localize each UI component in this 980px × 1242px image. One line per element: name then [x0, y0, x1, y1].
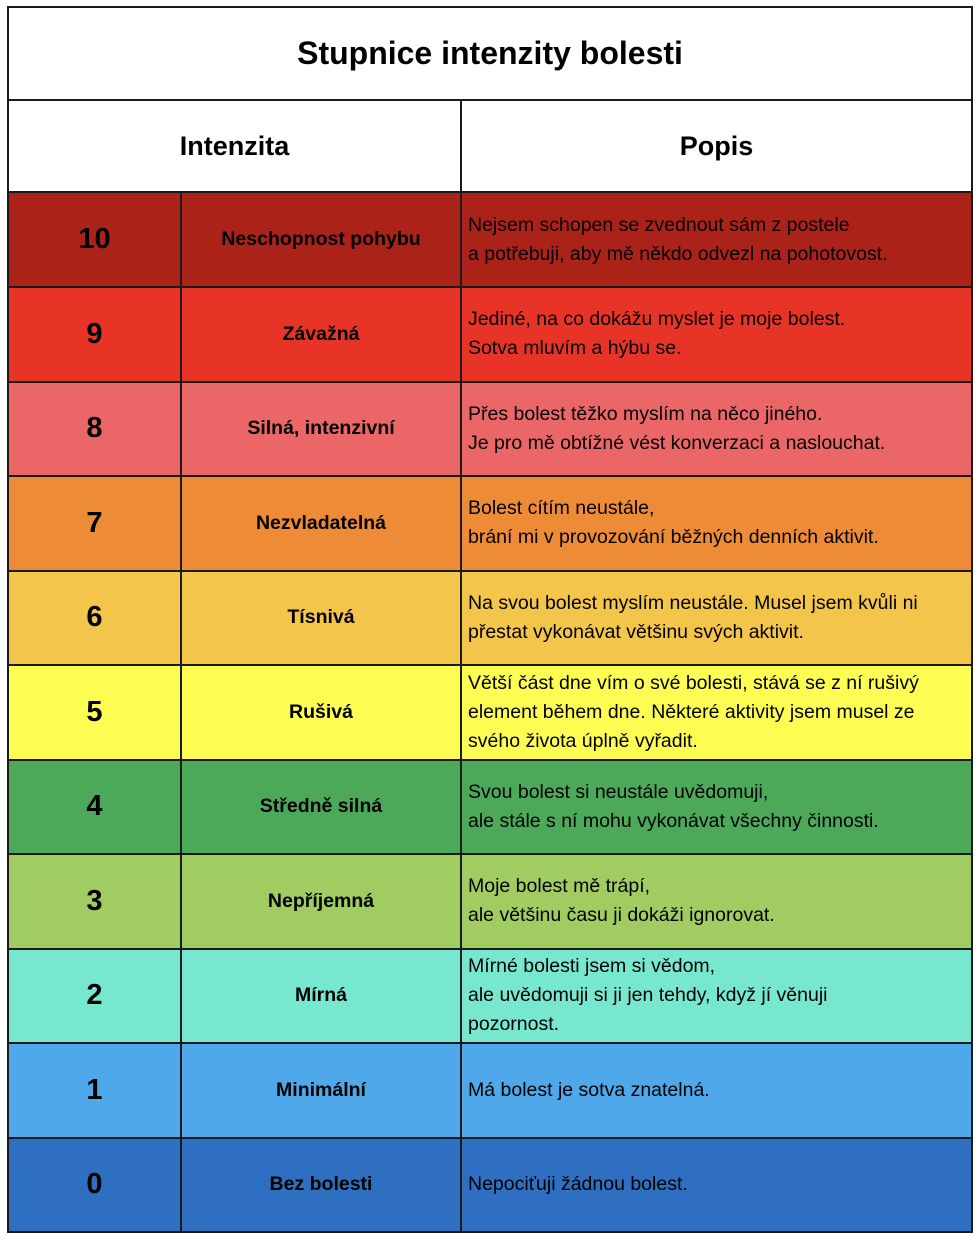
intensity-label: Rušivá: [182, 666, 462, 759]
table-row: [9, 666, 971, 761]
intensity-label: Středně silná: [182, 761, 462, 854]
intensity-level: 0: [9, 1139, 182, 1232]
intensity-level: 2: [9, 950, 182, 1043]
intensity-level: 10: [9, 193, 182, 286]
intensity-level: 6: [9, 572, 182, 665]
intensity-level: 7: [9, 477, 182, 570]
table-row: [9, 477, 971, 572]
intensity-description: Na svou bolest myslím neustále. Musel jsem kvůli ni přestat vykonávat většinu svých aktivit.: [468, 591, 918, 643]
intensity-description: Nepociťuji žádnou bolest.: [468, 1173, 688, 1196]
intensity-description: Větší část dne vím o své bolesti, stává se z ní rušivý element během dne. Některé aktivity jsem musel ze svého života úplně vyřadit.: [468, 671, 919, 752]
intensity-level: 8: [9, 383, 182, 476]
intensity-label: Silná, intenzivní: [182, 383, 462, 476]
intensity-label: Mírná: [182, 950, 462, 1043]
intensity-label: Minimální: [182, 1044, 462, 1137]
header-intensity: Intenzita: [9, 101, 462, 191]
header-description: Popis: [679, 130, 754, 161]
intensity-description: Bolest cítím neustále, brání mi v provozování běžných denních aktivit.: [468, 497, 879, 549]
table-body: [7, 193, 973, 1233]
table-title: Stupnice intenzity bolesti: [7, 6, 973, 99]
table-header: [7, 99, 973, 193]
table-row: [9, 1044, 971, 1139]
intensity-level: 1: [9, 1044, 182, 1137]
intensity-label: Bez bolesti: [182, 1139, 462, 1232]
intensity-description: Nejsem schopen se zvednout sám z postele a potřebuji, aby mě někdo odvezl na pohotovost.: [468, 213, 888, 265]
intensity-description: Moje bolest mě trápí, ale většinu času ji dokáži ignorovat.: [468, 875, 775, 927]
intensity-description: Svou bolest si neustále uvědomuji, ale stále s ní mohu vykonávat všechny činnosti.: [468, 780, 879, 832]
intensity-description: Má bolest je sotva znatelná.: [468, 1078, 710, 1101]
intensity-level: 5: [9, 666, 182, 759]
table-row: [9, 572, 971, 667]
intensity-description: Jediné, na co dokážu myslet je moje bolest. Sotva mluvím a hýbu se.: [468, 308, 846, 360]
table-row: [9, 1139, 971, 1234]
intensity-level: 3: [9, 855, 182, 948]
intensity-label: Nezvladatelná: [182, 477, 462, 570]
intensity-level: 4: [9, 761, 182, 854]
intensity-label: Závažná: [182, 288, 462, 381]
table-row: [9, 855, 971, 950]
table-row: [9, 193, 971, 288]
table-row: [9, 761, 971, 856]
intensity-description: Mírné bolesti jsem si vědom, ale uvědomuji si ji jen tehdy, když jí věnuji pozornost.: [468, 955, 828, 1036]
pain-scale-table: [7, 6, 973, 1233]
intensity-level: 9: [9, 288, 182, 381]
table-row: [9, 950, 971, 1045]
intensity-label: Tísnivá: [182, 572, 462, 665]
intensity-label: Nepříjemná: [182, 855, 462, 948]
intensity-description: Přes bolest těžko myslím na něco jiného. Je pro mě obtížné vést konverzaci a naslouchat.: [468, 402, 886, 454]
intensity-label: Neschopnost pohybu: [182, 193, 462, 286]
table-row: [9, 288, 971, 383]
table-row: [9, 383, 971, 478]
